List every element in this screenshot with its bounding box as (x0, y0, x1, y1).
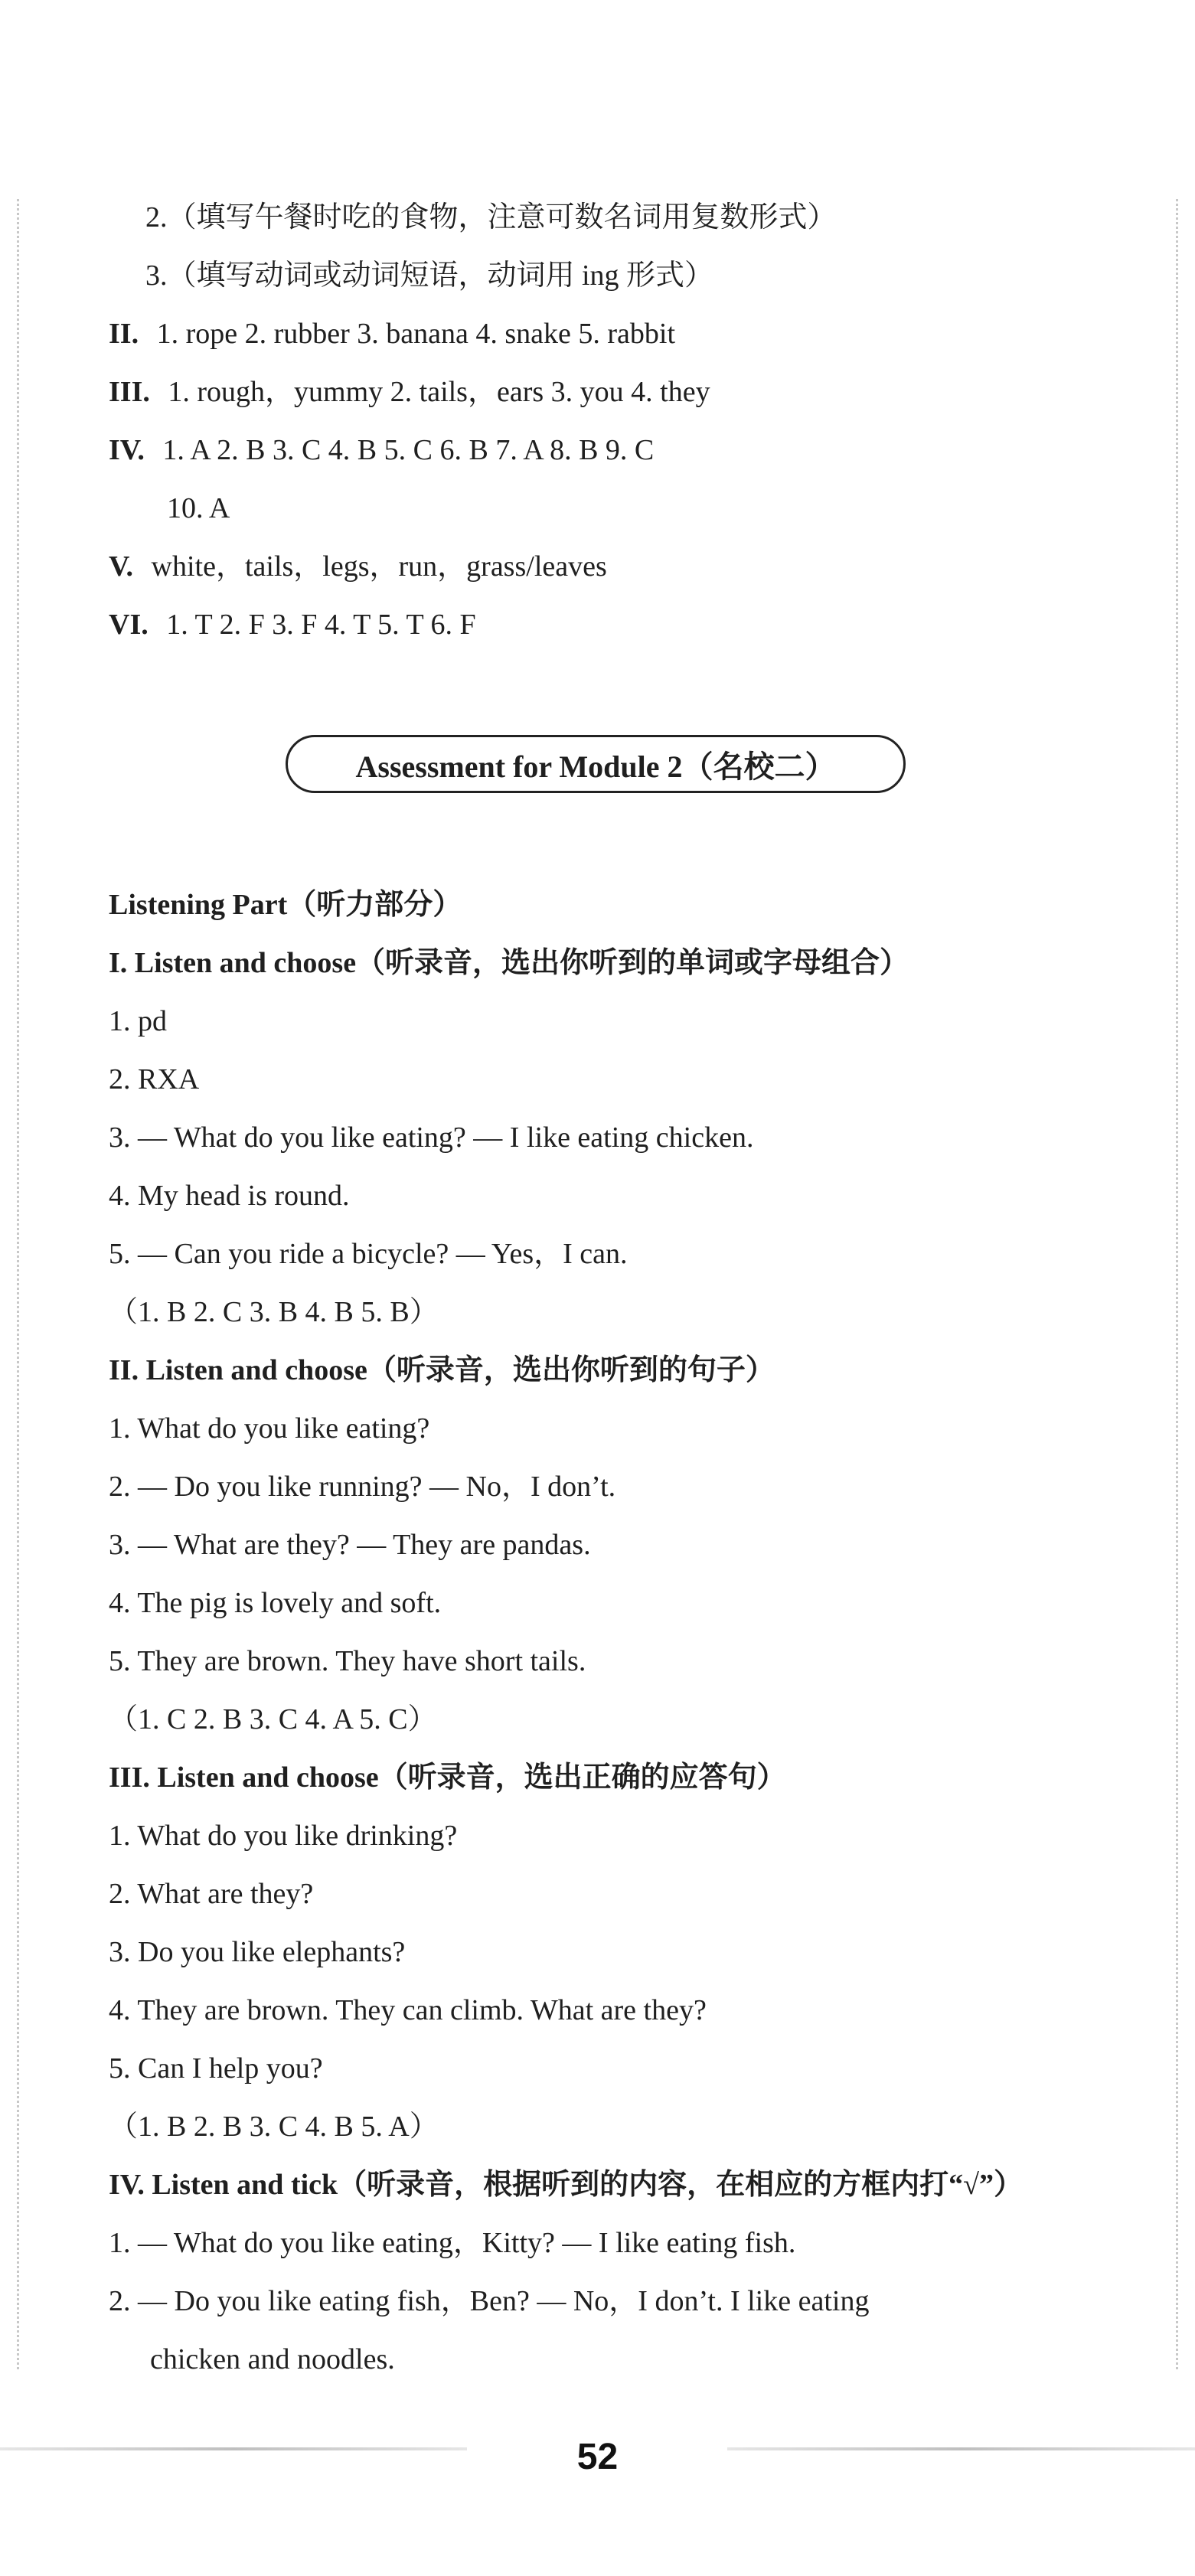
script-line: 3. Do you like elephants? (109, 1936, 406, 1968)
answer-line (167, 491, 230, 525)
script-line: 4. They are brown. They can climb. What are they? (109, 1994, 707, 2026)
script-line: 2. — Do you like running? — No，I don’t. (109, 1471, 616, 1503)
roman-label: V. (109, 550, 134, 583)
script-line: 4. The pig is lovely and soft. (109, 1587, 442, 1619)
answer-key-line: （1. C 2. B 3. C 4. A 5. C） (109, 1703, 437, 1735)
answer-text: 1. A 2. B 3. C 4. B 5. C 6. B 7. A 8. B 9. C (162, 434, 655, 466)
answer-text: 1. rough，yummy 2. tails，ears 3. you 4. they (168, 376, 710, 408)
section-heading: Listening Part（听力部分） (109, 889, 462, 921)
page-number: 52 (576, 2437, 619, 2477)
answer-text: white，tails，legs，run，grass/leaves (151, 550, 607, 583)
answer-text: 3.（填写动词或动词短语，动词用 ing 形式） (145, 260, 714, 292)
answer-text: 1. T 2. F 3. F 4. T 5. T 6. F (166, 609, 476, 641)
answer-text: 2.（填写午餐时吃的食物，注意可数名词用复数形式） (145, 201, 837, 233)
answer-key-line: （1. B 2. B 3. C 4. B 5. A） (109, 2111, 439, 2143)
script-line: 1. What do you like drinking? (109, 1820, 458, 1852)
answer-line (145, 259, 713, 292)
script-line: 3. — What do you like eating? — I like eating chicken. (109, 1121, 754, 1154)
roman-label: VI. (109, 609, 149, 641)
roman-label: III. (109, 376, 150, 408)
script-line: 2. — Do you like eating fish，Ben? — No，I don’t. I like eating (109, 2285, 870, 2317)
script-line: 2. What are they? (109, 1878, 314, 1910)
answer-key-line: （1. B 2. C 3. B 4. B 5. B） (109, 1296, 439, 1328)
script-line: 5. They are brown. They have short tails. (109, 1645, 586, 1677)
script-line: 5. Can I help you? (109, 2052, 323, 2085)
script-line: 5. — Can you ride a bicycle? — Yes，I can. (109, 1238, 628, 1270)
script-line: 1. — What do you like eating，Kitty? — I like eating fish. (109, 2227, 796, 2259)
answer-text: 1. rope 2. rubber 3. banana 4. snake 5. rabbit (156, 318, 676, 350)
section-heading: I. Listen and choose（听录音，选出你听到的单词或字母组合） (109, 947, 909, 979)
script-line: 4. My head is round. (109, 1180, 350, 1212)
script-line: 3. — What are they? — They are pandas. (109, 1529, 591, 1561)
answer-line (109, 433, 654, 467)
section-heading: III. Listen and choose（听录音，选出正确的应答句） (109, 1761, 786, 1794)
answer-line (109, 317, 675, 351)
roman-label: IV. (109, 434, 145, 466)
answer-text: 10. A (167, 492, 230, 524)
answer-line (109, 608, 476, 642)
section-heading: IV. Listen and tick（听录音，根据听到的内容，在相应的方框内打“√”） (109, 2169, 1024, 2201)
script-line: 2. RXA (109, 1063, 200, 1095)
right-dotted-margin (1176, 199, 1178, 2369)
answer-line (109, 550, 607, 583)
script-line: 1. What do you like eating? (109, 1412, 430, 1445)
section-title-text: Assessment for Module 2（名校二） (355, 749, 836, 784)
answer-line (109, 375, 710, 409)
script-line: chicken and noodles. (150, 2343, 395, 2375)
left-dotted-margin (17, 199, 19, 2369)
roman-label: II. (109, 318, 139, 350)
section-title (286, 735, 906, 793)
answer-line (145, 201, 837, 234)
section-heading: II. Listen and choose（听录音，选出你听到的句子） (109, 1354, 775, 1386)
script-line: 1. pd (109, 1005, 167, 1037)
